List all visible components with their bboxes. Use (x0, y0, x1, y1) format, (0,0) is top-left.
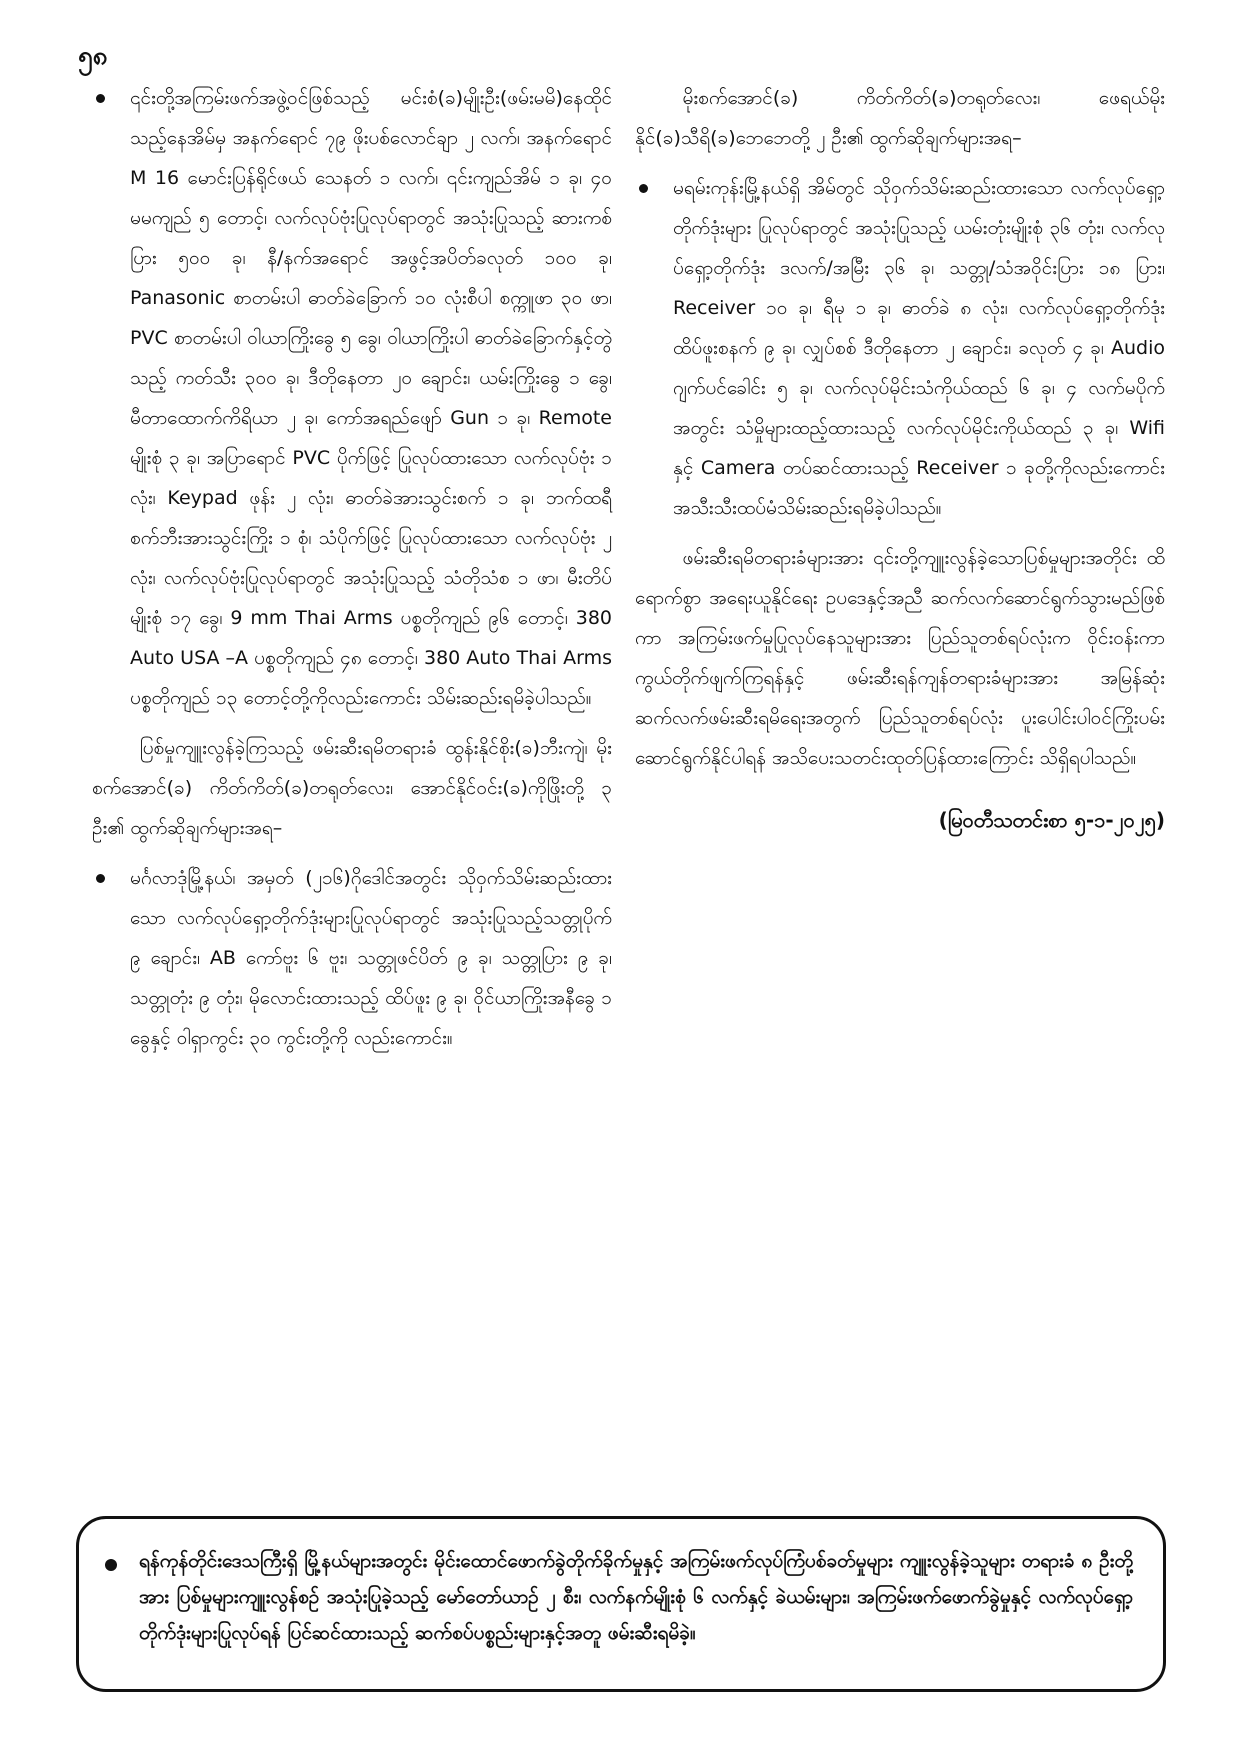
left-column (92, 78, 612, 1068)
left-bullet-2-text: မင်္ဂလာဒုံမြို့နယ်၊ အမှတ် (၂၁၆)ဂိုဒေါင်အတွင်း သိုဝှက်သိမ်းဆည်းထားသော လက်လုပ်ရှော့တိုက်ဒုံးများပြုလုပ်ရာတွင် အသုံးပြုသည့်သတ္တုပိုက် ၉ ချောင်း၊ AB ကော်ဗူး ၆ ဗူး၊ သတ္တုဖင်ပိတ် ၉ ခု၊ သတ္တုပြား ၉ ခု၊ သတ္တုတုံး ၉ တုံး၊ မိုလောင်းထားသည့် ထိပ်ဖူး ၉ ခု၊ ဝိုင်ယာကြိုးအနီခွေ ၁ ခွေနှင့် ဝါရှာကွင်း ၃၀ ကွင်းတို့ကို လည်းကောင်း။ (130, 867, 612, 1049)
left-bullet-1 (92, 78, 612, 718)
bullet-icon (96, 874, 105, 883)
source-citation: (မြဝတီသတင်းစာ ၅-၁-၂၀၂၅) (938, 808, 1165, 832)
summary-box (76, 1516, 1166, 1692)
page-number: ၅၈ (78, 41, 108, 71)
right-paragraph-1: မိုးစက်အောင်(ခ) ကိတ်ကိတ်(ခ)တရုတ်လေး၊ ဖေရယ်မိုးနိုင်(ခ)သီရိ(ခ)ဘေဘေတို့ ၂ ဦး၏ ထွက်ဆိုချက်များအရ– (635, 87, 1165, 149)
left-paragraph-1: ပြစ်မှုကျူးလွန်ခဲ့ကြသည့် ဖမ်းဆီးရမိတရားခံ ထွန်းနိုင်စိုး(ခ)ဘီးကျဲ၊ မိုးစက်အောင်(ခ) ကိတ်ကိတ်(ခ)တရုတ်လေး၊ အောင်နိုင်ဝင်း(ခ)ကိုဖြိုးတို့ ၃ ဦး၏ ထွက်ဆိုချက်များအရ– (92, 737, 612, 839)
summary-text: ရန်ကုန်တိုင်းဒေသကြီးရှိ မြို့နယ်များအတွင်း မိုင်းထောင်ဖောက်ခွဲတိုက်ခိုက်မှုနှင့် အကြမ်းဖက်လုပ်ကြံပစ်ခတ်မှုများ ကျူးလွန်ခဲ့သူများ တရားခံ ၈ ဦးတို့အား ပြစ်မှုများကျူးလွန်စဉ် အသုံးပြုခဲ့သည့် မော်တော်ယာဉ် ၂ စီး၊ လက်နက်မျိုးစုံ ၆ လက်နှင့် ခဲယမ်းများ၊ အကြမ်းဖက်ဖောက်ခွဲမှုနှင့် လက်လုပ်ရှော့တိုက်ဒုံးများပြုလုပ်ရန် ပြင်ဆင်ထားသည့် ဆက်စပ်ပစ္စည်းများနှင့်အတူ ဖမ်းဆီးရမိခဲ့။ (139, 1550, 1133, 1644)
left-bullet-1-text: ၎င်းတို့အကြမ်းဖက်အဖွဲ့ဝင်ဖြစ်သည့် မင်းစံ(ခ)မျိုးဦး(ဖမ်းမမိ)နေထိုင်သည့်နေအိမ်မှ အနက်ရောင် ၇၉ ဖိုးပစ်လောင်ချာ ၂ လက်၊ အနက်ရောင် M 16 မောင်းပြန်ရိုင်ဖယ် သေနတ် ၁ လက်၊ ၎င်းကျည်အိမ် ၁ ခု၊ ၄၀ မမကျည် ၅ တောင့်၊ လက်လုပ်ဗုံးပြုလုပ်ရာတွင် အသုံးပြုသည့် ဆားကစ်ပြား ၅၀၀ ခု၊ နီ/နက်အရောင် အဖွင့်အပိတ်ခလုတ် ၁၀၀ ခု၊ Panasonic စာတမ်းပါ ဓာတ်ခဲခြောက် ၁၀ လုံးစီပါ စက္ကူဖာ ၃၀ ဖာ၊ PVC စာတမ်းပါ ဝါယာကြိုးခွေ ၅ ခွေ၊ ဝါယာကြိုးပါ ဓာတ်ခဲခြောက်နှင့်တွဲသည့် ကတ်သီး ၃၀၀ ခု၊ ဒီတိုနေတာ ၂၀ ချောင်း၊ ယမ်းကြိုးခွေ ၁ ခွေ၊ မီတာထောက်ကိရိယာ ၂ ခု၊ ကော်အရည်ဖျော် Gun ၁ ခု၊ Remote မျိုးစုံ ၃ ခု၊ အပြာရောင် PVC ပိုက်ဖြင့် ပြုလုပ်ထားသော လက်လုပ်ဗုံး ၁ လုံး၊ Keypad ဖုန်း ၂ လုံး၊ ဓာတ်ခဲအားသွင်းစက် ၁ ခု၊ ဘက်ထရီ စက်ဘီးအားသွင်းကြိုး ၁ စုံ၊ သံပိုက်ဖြင့် ပြုလုပ်ထားသော လက်လုပ်ဗုံး ၂ လုံး၊ လက်လုပ်ဗုံးပြုလုပ်ရာတွင် အသုံးပြုသည့် သံတိုသံစ ၁ ဖာ၊ မီးတိပ်မျိုးစုံ ၁၇ ခွေ၊ 9 mm Thai Arms ပစ္စတိုကျည် ၉၆ တောင့်၊ 380 Auto USA –A ပစ္စတိုကျည် ၄၈ တောင့်၊ 380 Auto Thai Arms ပစ္စတိုကျည် ၁၃ တောင့်တို့ကိုလည်းကောင်း သိမ်းဆည်းရမိခဲ့ပါသည်။ (130, 87, 612, 709)
bullet-icon (639, 184, 648, 193)
right-column (635, 78, 1165, 840)
left-bullet-2 (92, 858, 612, 1058)
right-bullet-1 (635, 168, 1165, 528)
right-bullet-1-text: မရမ်းကုန်းမြို့နယ်ရှိ အိမ်တွင် သိုဝှက်သိမ်းဆည်းထားသော လက်လုပ်ရှော့တိုက်ဒုံးများ ပြုလုပ်ရာတွင် အသုံးပြုသည့် ယမ်းတုံးမျိုးစုံ ၃၆ တုံး၊ လက်လုပ်ရှော့တိုက်ဒုံး ဒလက်/အမြီး ၃၆ ခု၊ သတ္တု/သံအဝိုင်းပြား ၁၈ ပြား၊ Receiver ၁၀ ခု၊ ရီမု ၁ ခု၊ ဓာတ်ခဲ ၈ လုံး၊ လက်လုပ်ရှော့တိုက်ဒုံးထိပ်ဖူးစနက် ၉ ခု၊ လျှပ်စစ် ဒီတိုနေတာ ၂ ချောင်း၊ ခလုတ် ၄ ခု၊ Audio ဂျက်ပင်ခေါင်း ၅ ခု၊ လက်လုပ်မိုင်းသံကိုယ်ထည် ၆ ခု၊ ၄ လက်မပိုက်အတွင်း သံမှိုများထည့်ထားသည့် လက်လုပ်မိုင်းကိုယ်ထည် ၃ ခု၊ Wifi နှင့် Camera တပ်ဆင်ထားသည့် Receiver ၁ ခုတို့ကိုလည်းကောင်း အသီးသီးထပ်မံသိမ်းဆည်းရမိခဲ့ပါသည်။ (673, 177, 1165, 519)
bullet-icon (105, 1559, 117, 1571)
bullet-icon (96, 94, 105, 103)
right-paragraph-2: ဖမ်းဆီးရမိတရားခံများအား ၎င်းတို့ကျူးလွန်ခဲ့သောပြစ်မှုများအတိုင်း ထိရောက်စွာ အရေးယူနိုင်ရေး ဥပဒေနှင့်အညီ ဆက်လက်ဆောင်ရွက်သွားမည်ဖြစ်ကာ အကြမ်းဖက်မှုပြုလုပ်နေသူများအား ပြည်သူတစ်ရပ်လုံးက ဝိုင်းဝန်းကာကွယ်တိုက်ဖျက်ကြရန်နှင့် ဖမ်းဆီးရန်ကျန်တရားခံများအား အမြန်ဆုံးဆက်လက်ဖမ်းဆီးရမိရေးအတွက် ပြည်သူတစ်ရပ်လုံး ပူးပေါင်းပါဝင်ကြိုးပမ်းဆောင်ရွက်နိုင်ပါရန် အသိပေးသတင်းထုတ်ပြန်ထားကြောင်း သိရှိရပါသည်။ (635, 547, 1165, 769)
